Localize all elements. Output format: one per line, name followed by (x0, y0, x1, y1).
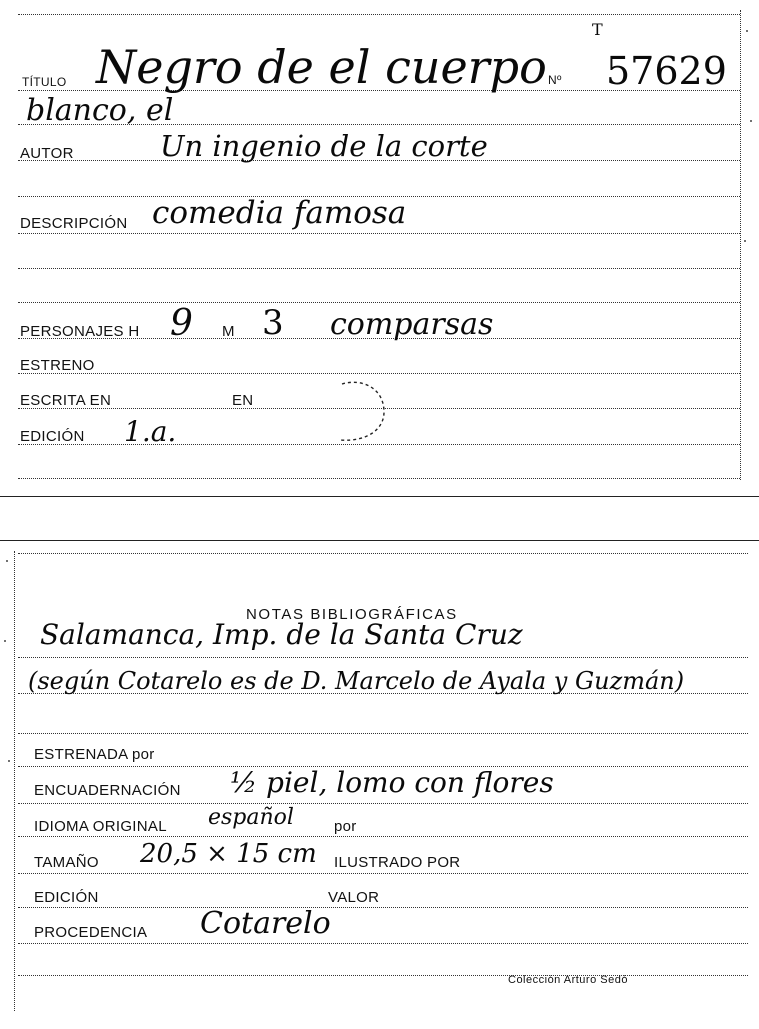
ruled-line (18, 836, 748, 837)
personajes-m-label: M (222, 323, 235, 340)
procedencia-value: Cotarelo (200, 906, 331, 941)
comparsas-value: comparsas (330, 307, 494, 342)
estreno-label: ESTRENO (20, 357, 95, 374)
ruled-line (18, 657, 748, 658)
estrenada-label: ESTRENADA por (34, 746, 155, 763)
collection-footer: Colección Arturo Sedó (508, 974, 628, 986)
notas-heading: NOTAS BIBLIOGRÁFICAS (246, 606, 458, 623)
personajes-m-value: 3 (262, 303, 284, 343)
procedencia-label: PROCEDENCIA (34, 924, 148, 941)
valor-label: VALOR (328, 889, 380, 906)
autor-label: AUTOR (20, 145, 74, 162)
ruled-line (18, 373, 740, 374)
autor-value: Un ingenio de la corte (160, 129, 488, 163)
catalog-card-top (0, 0, 759, 497)
scan-speck (4, 640, 6, 642)
en-label: EN (232, 392, 254, 409)
tamano-label: TAMAÑO (34, 854, 99, 871)
ruled-line (18, 975, 748, 976)
ruled-line (18, 943, 748, 944)
edicion-value: 1.a. (124, 415, 177, 448)
card-edge (14, 551, 15, 1011)
ruled-line (18, 873, 748, 874)
idioma-value: español (208, 805, 294, 830)
ilustrado-label: ILUSTRADO POR (334, 854, 461, 871)
stamp-mark (322, 378, 402, 448)
numero-value: 57629 (606, 49, 727, 93)
descripcion-label: DESCRIPCIÓN (20, 215, 128, 232)
idioma-por-label: por (334, 818, 357, 835)
encuadernacion-value: ½ piel, lomo con flores (230, 766, 554, 799)
card-edge (740, 10, 741, 480)
scan-speck (744, 240, 746, 242)
scan-speck (6, 560, 8, 562)
numero-label: Nº (548, 73, 562, 87)
scan-speck (746, 30, 748, 32)
ruled-line (18, 553, 748, 554)
edicion-label-2: EDICIÓN (34, 889, 99, 906)
personajes-label: PERSONAJES H (20, 323, 140, 340)
notas-line-2: (según Cotarelo es de D. Marcelo de Ayala y Guzmán) (28, 667, 685, 695)
ruled-line (18, 733, 748, 734)
titulo-value: Negro de el cuerpo (96, 40, 547, 94)
descripcion-value: comedia famosa (152, 195, 407, 231)
catalog-card-bottom (0, 540, 759, 1029)
ruled-line (18, 907, 748, 908)
ruled-line (18, 302, 740, 303)
ruled-line (18, 268, 740, 269)
titulo-value-cont: blanco, el (26, 93, 174, 128)
personajes-h-value: 9 (170, 303, 193, 344)
idioma-label: IDIOMA ORIGINAL (34, 818, 167, 835)
tamano-value: 20,5 × 15 cm (140, 839, 317, 869)
scan-speck (750, 120, 752, 122)
ruled-line (18, 803, 748, 804)
ruled-line (18, 478, 740, 479)
escrita-en-label: ESCRITA EN (20, 392, 112, 409)
titulo-label: TÍTULO (22, 75, 67, 89)
ruled-line (18, 14, 740, 15)
numero-mark: T (592, 20, 603, 39)
notas-line-1: Salamanca, Imp. de la Santa Cruz (40, 618, 523, 651)
scan-speck (8, 760, 10, 762)
encuadernacion-label: ENCUADERNACIÓN (34, 782, 181, 799)
ruled-line (18, 233, 740, 234)
edicion-label: EDICIÓN (20, 428, 85, 445)
